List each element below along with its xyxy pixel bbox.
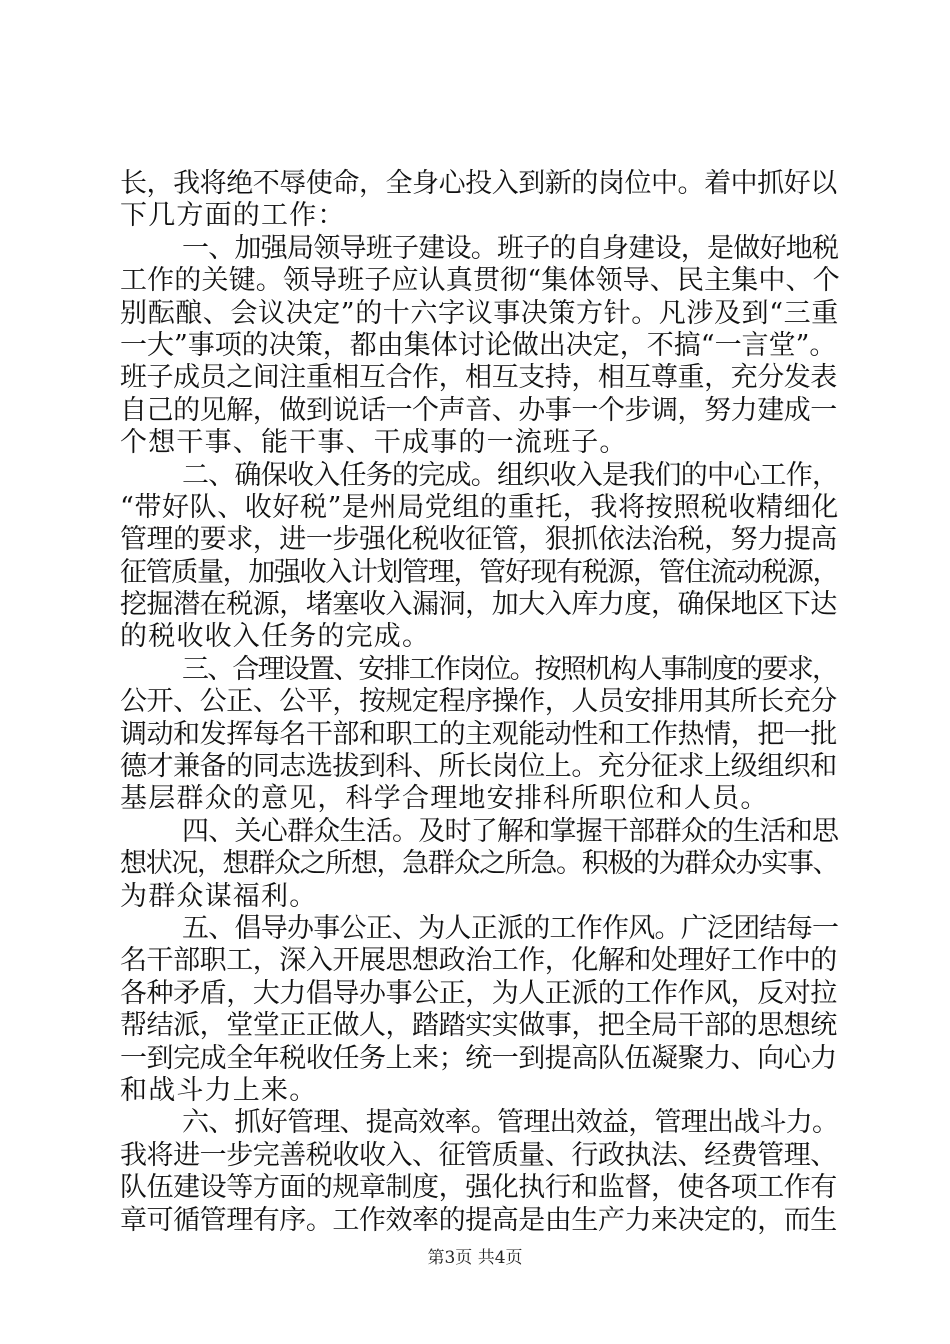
paragraph-start-line: 三、合理设置、安排工作岗位。按照机构人事制度的要求， [182, 653, 838, 685]
body-text [120, 168, 840, 1237]
paragraph-start-line: 五、倡导办事公正、为人正派的工作作风。广泛团结每一 [182, 912, 839, 944]
text-line: 别酝酿、会议决定”的十六字议事决策方针。凡涉及到“三重 [120, 297, 839, 329]
text-line: 为群众谋福利。 [120, 880, 318, 912]
text-line: 长，我将绝不辱使命，全身心投入到新的岗位中。着中抓好以 [120, 168, 837, 199]
text-line: 工作的关键。领导班子应认真贯彻“集体领导、民主集中、个 [120, 265, 840, 297]
text-line: 基层群众的意见，科学合理地安排科所职位和人员。 [120, 783, 769, 815]
text-line: “带好队、收好税”是州局党组的重托，我将按照税收精细化 [120, 491, 839, 523]
text-line: 个想干事、能干事、干成事的一流班子。 [120, 427, 628, 459]
text-line: 的税收收入任务的完成。 [120, 621, 431, 653]
paragraph-start-line: 六、抓好管理、提高效率。管理出效益，管理出战斗力。 [182, 1107, 839, 1139]
text-line: 德才兼备的同志选拔到科、所长岗位上。充分征求上级组织和 [120, 751, 837, 783]
text-line: 一到完成全年税收任务上来；统一到提高队伍凝聚力、向心力 [120, 1042, 837, 1074]
text-line: 调动和发挥每名干部和职工的主观能动性和工作热情，把一批 [120, 718, 837, 750]
text-line: 名干部职工，深入开展思想政治工作，化解和处理好工作中的 [120, 945, 837, 977]
text-line: 下几方面的工作： [120, 200, 346, 232]
text-line: 一大”事项的决策，都由集体讨论做出决定，不搞“一言堂”。 [120, 329, 837, 361]
text-line: 想状况，想群众之所想，急群众之所急。积极的为群众办实事、 [120, 848, 839, 880]
text-line: 挖掘潜在税源，堵塞收入漏洞，加大入库力度，确保地区下达 [120, 589, 837, 621]
text-line: 我将进一步完善税收收入、征管质量、行政执法、经费管理、 [120, 1139, 837, 1171]
text-line: 班子成员之间注重相互合作，相互支持，相互尊重，充分发表 [120, 362, 837, 394]
paragraph-start-line: 四、关心群众生活。及时了解和掌握干部群众的生活和思 [182, 815, 839, 847]
text-line: 队伍建设等方面的规章制度，强化执行和监督，使各项工作有 [120, 1172, 837, 1204]
text-line: 管理的要求，进一步强化税收征管，狠抓依法治税，努力提高 [120, 524, 837, 556]
text-line: 帮结派，堂堂正正做人，踏踏实实做事，把全局干部的思想统 [120, 1010, 837, 1042]
paragraph-start-line: 二、确保收入任务的完成。组织收入是我们的中心工作， [182, 459, 839, 491]
page-number-footer: 第3页 共4页 [427, 1248, 523, 1268]
text-line: 征管质量，加强收入计划管理，管好现有税源，管住流动税源， [120, 556, 839, 588]
text-line: 和战斗力上来。 [120, 1074, 318, 1106]
paragraph-start-line: 一、加强局领导班子建设。班子的自身建设，是做好地税 [182, 232, 839, 264]
text-line: 各种矛盾，大力倡导办事公正，为人正派的工作作风，反对拉 [120, 977, 837, 1009]
text-line: 章可循管理有序。工作效率的提高是由生产力来决定的，而生 [120, 1204, 837, 1236]
text-line: 自己的见解，做到说话一个声音、办事一个步调，努力建成一 [120, 394, 837, 426]
text-line: 公开、公正、公平，按规定程序操作，人员安排用其所长充分 [120, 686, 837, 718]
